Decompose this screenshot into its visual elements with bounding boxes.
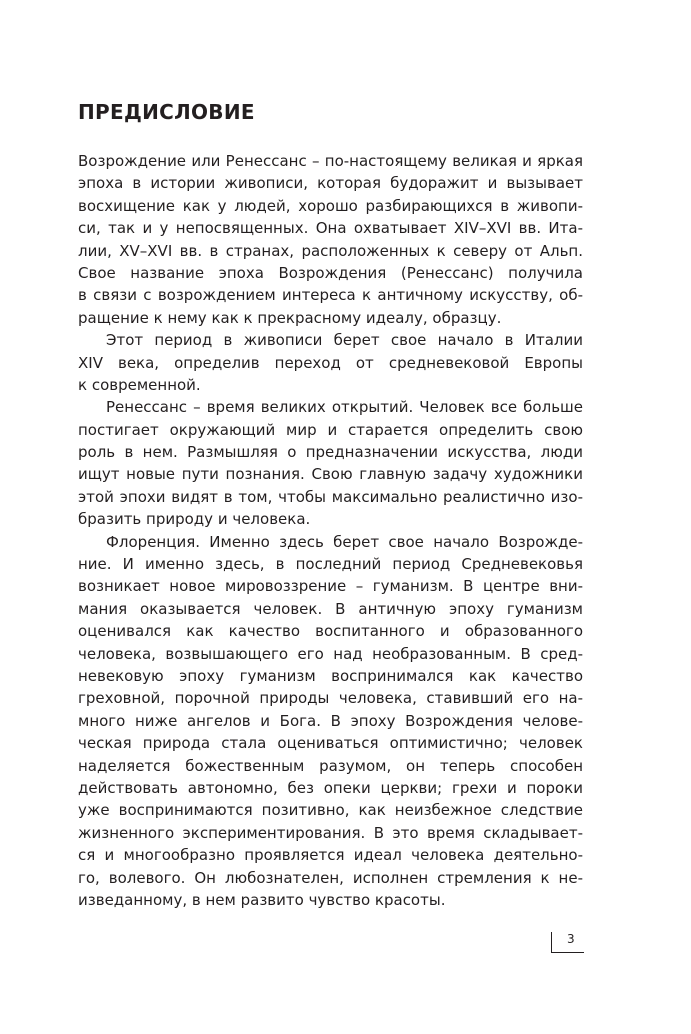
text-line: Свое название эпоха Возрождения (Ренессанс) получила [78, 263, 583, 282]
paragraph [78, 329, 583, 396]
paragraph [78, 396, 583, 530]
text-line: изведанному, в нем развито чувство красоты. [78, 890, 446, 909]
text-line: Ренессанс – время великих открытий. Человек все больше [106, 398, 583, 417]
text-line: наделяется божественным разумом, он теперь способен [78, 756, 583, 775]
text-line: Возрождение или Ренессанс – по-настоящему великая и яркая [78, 152, 583, 170]
text-line: лии, XV–XVI вв. в странах, расположенных к северу от Альп. [78, 241, 583, 260]
text-line: этой эпохи видят в том, чтобы максимально реалистично изо- [78, 487, 583, 506]
text-line: в связи с возрождением интереса к античному искусству, об- [78, 286, 583, 305]
text-line: XIV века, определив переход от средневековой Европы [78, 353, 583, 372]
text-line: ческая природа стала оцениваться оптимистично; человек [78, 734, 583, 753]
text-line: бразить природу и человека. [78, 510, 311, 529]
text-line: жизненного экспериментирования. В это время складывает- [78, 823, 583, 842]
text-line: много ниже ангелов и Бога. В эпоху Возрождения челове- [78, 711, 583, 730]
text-line: действовать автономно, без опеки церкви; грехи и пороки [78, 778, 583, 797]
text-line: ся и многообразно проявляется идеал человека деятельно- [78, 846, 583, 865]
page-number: 3 [567, 932, 575, 946]
text-line: уже воспринимаются позитивно, как неизбежное следствие [78, 801, 583, 820]
section-heading: ПРЕДИСЛОВИЕ [78, 100, 255, 124]
text-line: Этот период в живописи берет свое начало в Италии [106, 331, 583, 350]
text-line: к современной. [78, 375, 201, 394]
text-line: восхищение как у людей, хорошо разбирающихся в живопи- [78, 196, 583, 215]
text-line: ищут новые пути познания. Свою главную задачу художники [78, 465, 583, 484]
text-line: греховной, порочной природы человека, ставивший его на- [78, 689, 583, 708]
text-line: постигает окружающий мир и старается определить свою [78, 420, 583, 439]
paragraph [78, 150, 583, 329]
paragraph [78, 531, 583, 912]
text-line: роль в нем. Размышляя о предназначении искусства, люди [78, 443, 583, 462]
body-text [78, 150, 583, 911]
text-line: ние. И именно здесь, в последний период Средневековья [78, 555, 583, 574]
text-line: человека, возвышающего его над необразованным. В сред- [78, 644, 583, 663]
page-number-bracket [551, 932, 584, 953]
text-line: невековую эпоху гуманизм воспринимался как качество [78, 666, 583, 685]
text-line: оценивался как качество воспитанного и образованного [78, 622, 583, 641]
text-line: си, так и у непосвященных. Она охватывает XIV–XVI вв. Ита- [78, 219, 583, 238]
text-line: го, волевого. Он любознателен, исполнен стремления к не- [78, 868, 583, 887]
text-line: ращение к нему как к прекрасному идеалу, образцу. [78, 308, 502, 327]
text-line: мания оказывается человек. В античную эпоху гуманизм [78, 599, 583, 618]
text-line: Флоренция. Именно здесь берет свое начало Возрожде- [106, 532, 583, 551]
text-line: возникает новое мировоззрение – гуманизм. В центре вни- [78, 577, 583, 596]
text-line: эпоха в истории живописи, которая будоражит и вызывает [78, 174, 583, 193]
